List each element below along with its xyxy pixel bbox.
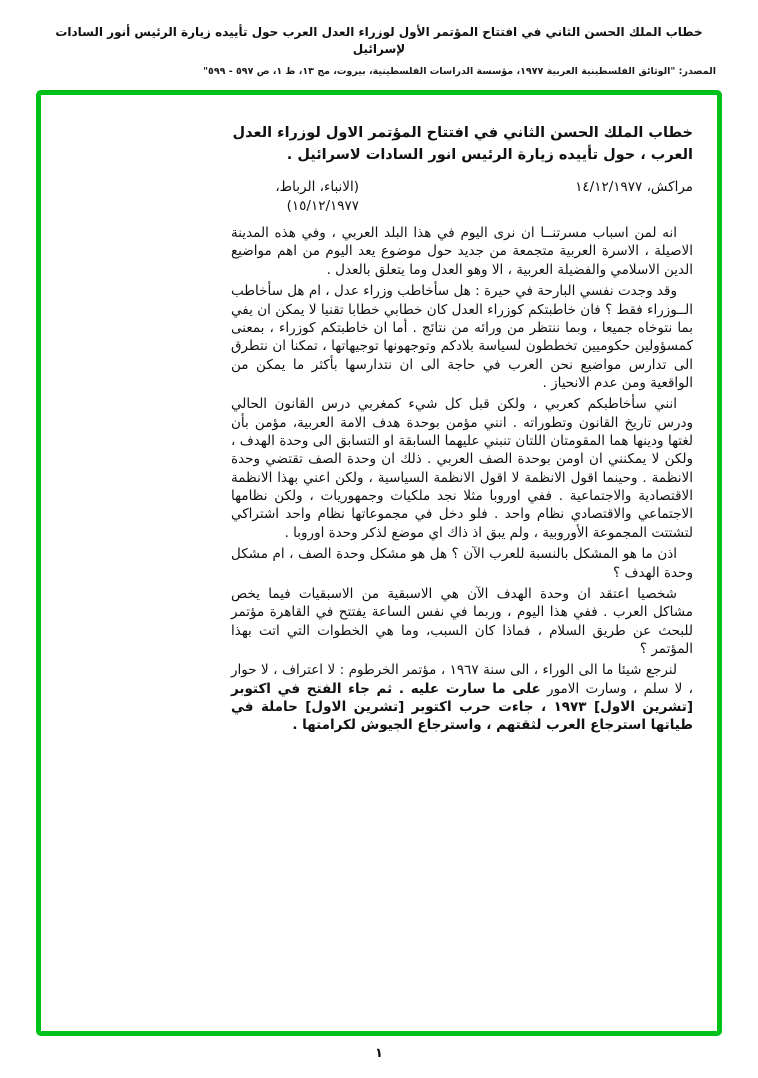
page-number: ١ [375,1045,383,1061]
dateline-agency: (الانباء، الرباط، ١٥/١٢/١٩٧٧) [275,179,359,215]
paragraph-5: شخصيا اعتقد ان وحدة الهدف الآن هي الاسبقية من الاسبقيات فيما يخص مشاكل العرب . ففي هذا اليوم ، وربما في نفس الساعة يفتتح في القاهرة مؤتمر للبحث عن طريق السلام ، فماذا كان السبب، وما هي الخطوات التي اتت بهذا المؤتمر ؟ [231,585,693,657]
header-source-line: المصدر: "الوثائق الفلسطينية العربية ١٩٧٧، مؤسسة الدراسات الفلسطينية، بيروت، مج ١٣، ط ١، ص ٥٩٧ - ٥٩٩" [203,65,716,77]
paragraph-4: اذن ما هو المشكل بالنسبة للعرب الآن ؟ هل هو مشكل وحدة الصف ، ام مشكل وحدة الهدف ؟ [231,546,693,581]
green-frame [36,90,722,1036]
paragraph-1: انه لمن اسباب مسرتنــا ان نرى اليوم في هذا البلد العربي ، وفي هذه المدينة الاصيلة ، الاسرة العربية متجمعة من جديد حول موضوع يعد اليوم من اهم مواضيع الدين الاسلامي والفضيلة العربية ، الا وهو العدل وما يتعلق بالعدل . [231,225,693,278]
document-header [0,0,758,77]
dateline-place-date: مراكش، ١٤/١٢/١٩٧٧ [575,179,693,196]
document-content [231,123,693,735]
speech-title: خطاب الملك الحسن الثاني في افتتاح المؤتمر الاول لوزراء العدل العرب ، حول تأييده زيارة الرئيس انور السادات لاسرائيل . [232,124,693,163]
header-title: خطاب الملك الحسن الثاني في افتتاح المؤتمر الأول لوزراء العدل العرب حول تأييده زيارة الرئيس أنور السادات لإسرائيل [55,25,703,57]
paragraph-6 [231,661,693,734]
paragraph-3: انني سأخاطبكم كعربي ، ولكن قبل كل شيء كمغربي درس القانون الحالي ودرس تاريخ القانون وتطوراته . انني مؤمن بوحدة هدف الامة العربية، مؤمن بأن لغتها ودينها هما المقومتان اللتان تنبني عليهما السابقة او التسابق الى وحدة الهدف ، ولكن لا يمكنني ان اومن بوحدة الصف العربي . ذلك ان وحدة الصف تقتضي وحدة الانظمة . وحينما اقول الانظمة لا اقول الانظمة السياسية ، ولكن اعني بهذا الانظمة الاقتصادية والاجتماعية . ففي اوروبا مثلا نجد ملكيات وجمهوريات ، ولكن نظامها الاجتماعي والاقتصادي نظام واحد . فلو دخل في مجموعاتها نظام واحد اشتراكي لتشتتت المجموعة الأوروبية ، ولم يبق اذ ذاك اي موضع لذكر وحدة اوروبا . [231,396,693,541]
paragraph-6-bold-tail: على ما سارت عليه . ثم جاء الفتح في اكتوبر [تشرين الاول] ١٩٧٣ ، جاءت حرب اكتوبر [تشرين الاول] حاملة في طياتها استرجاع العرب لثقتهم ، واسترجاع الجيوش لكرامتها . [231,680,693,734]
dateline [231,178,693,216]
speech-body [231,224,693,735]
paragraph-6-start: لنرجع شيئا ما الى الوراء ، الى سنة ١٩٦٧ ، مؤتمر الخرطوم : لا اعتراف ، لا حوار ، لا سلم ، وسارت الامور [231,662,694,697]
paragraph-2: وقد وجدت نفسي البارحة في حيرة : هل سأخاطب وزراء عدل ، ام هل سأخاطب الــوزراء فقط ؟ فان خاطبتكم كوزراء العدل كان خطابي خطابا تقنيا لا يمكن ان يفي بما نتوخاه جميعا ، وبما ننتظر من ورائه من نتائج . أما ان خاطبتكم كوزراء ، بمعنى كمسؤولين حكوميين تخططون لسياسة بلادكم وتوجهونها توجيهاتها ، تمكنا ان نتطرق الى تدارس مواضيع نحن العرب في حاجة الى ان نتدارسها بأكثر ما يمكن من الواقعية ومن عدم الانحياز . [231,283,693,391]
